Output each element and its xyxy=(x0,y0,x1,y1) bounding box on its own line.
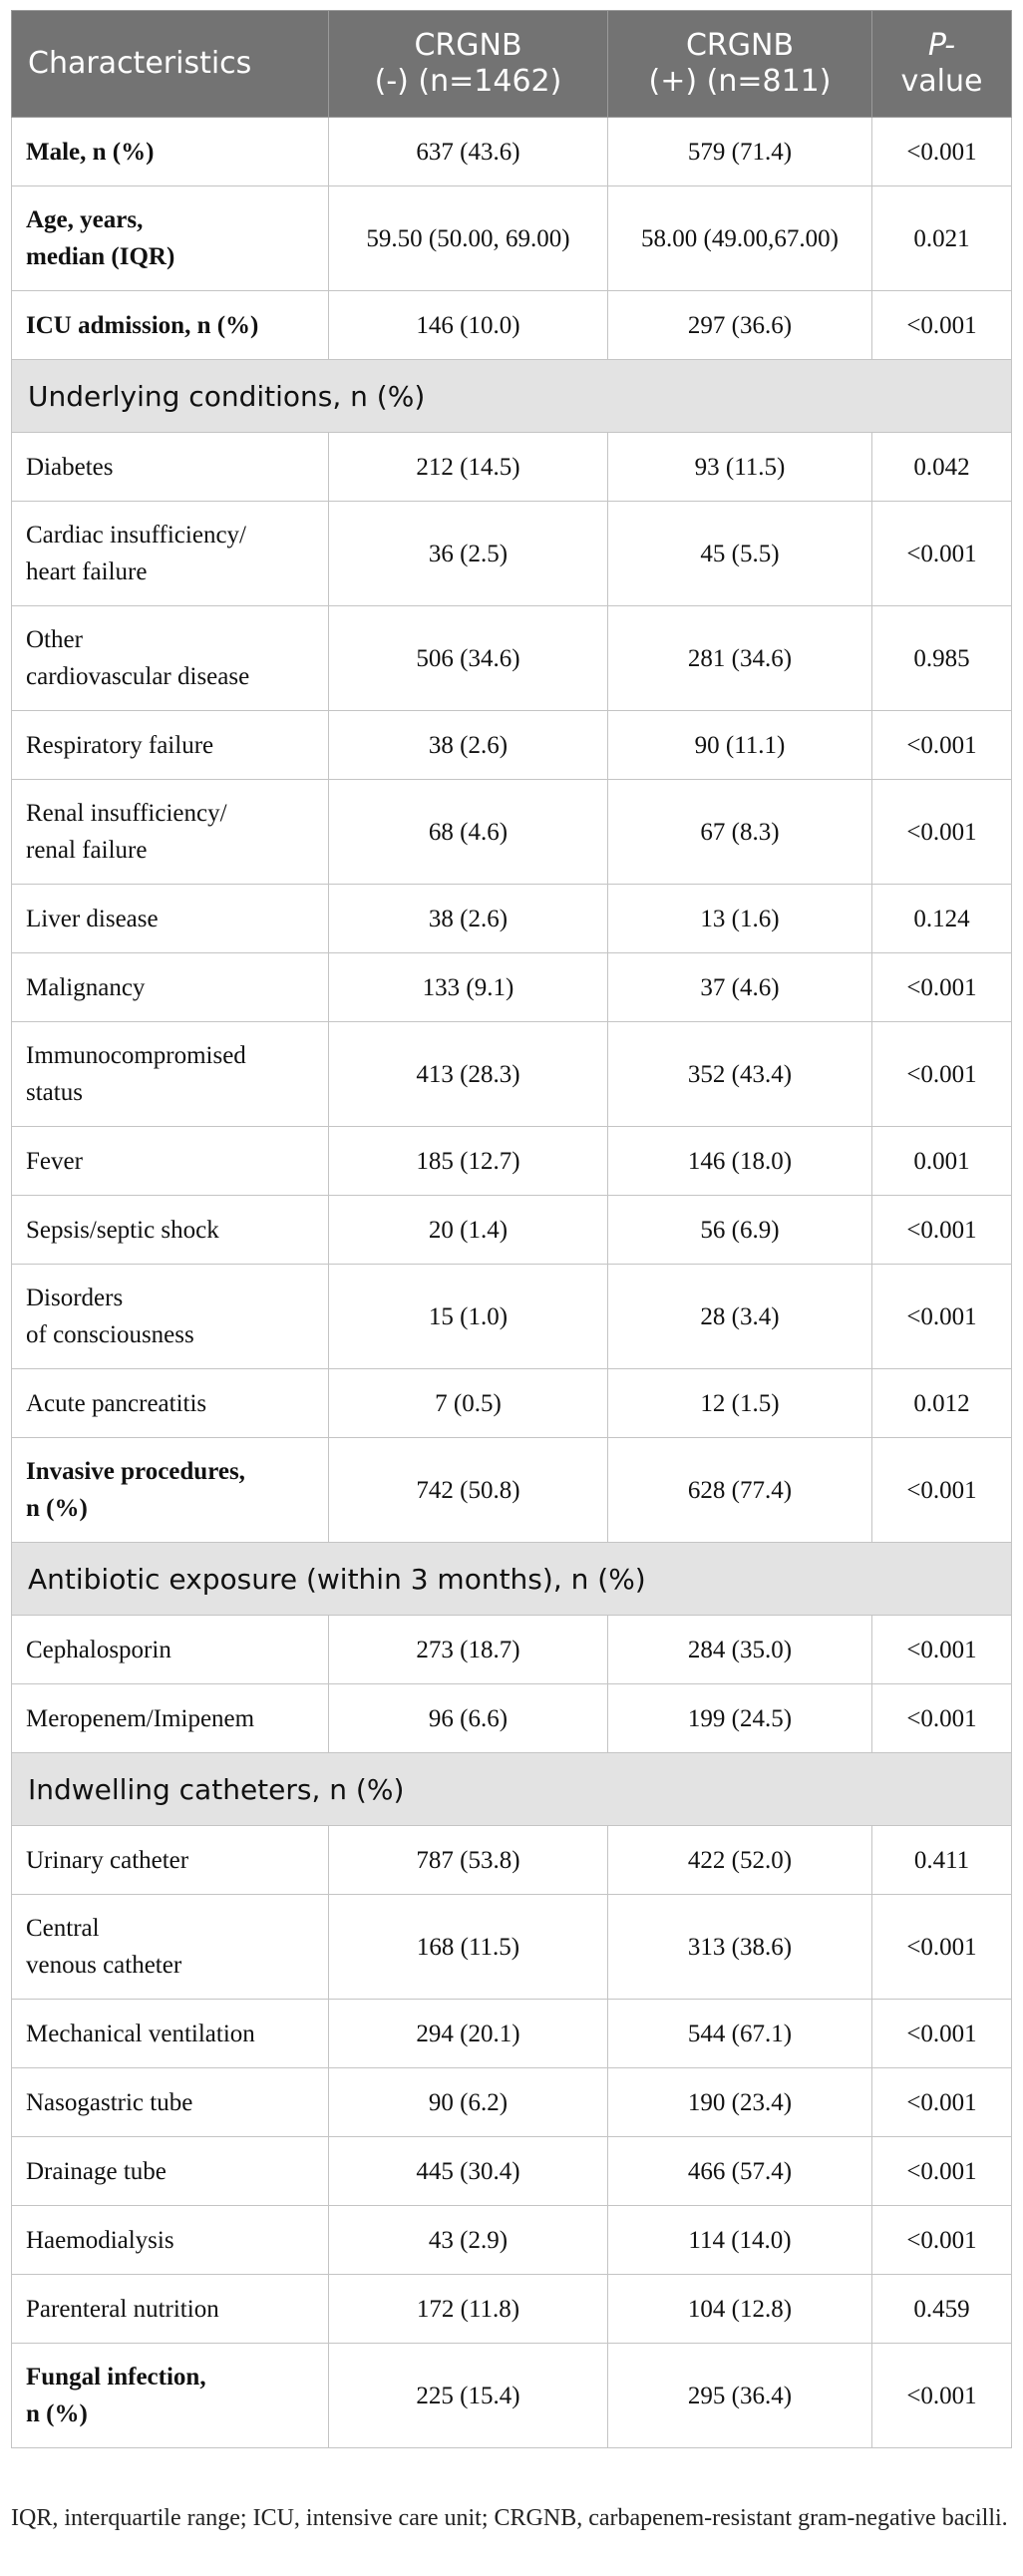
cell-crgnb-positive: 58.00 (49.00,67.00) xyxy=(608,186,872,291)
row-label: Age, years, median (IQR) xyxy=(12,186,329,291)
cell-p-value: 0.001 xyxy=(872,1127,1012,1196)
cell-crgnb-negative: 7 (0.5) xyxy=(329,1369,608,1438)
cell-crgnb-negative: 20 (1.4) xyxy=(329,1196,608,1265)
cell-crgnb-negative: 59.50 (50.00, 69.00) xyxy=(329,186,608,291)
row-label: Male, n (%) xyxy=(12,118,329,186)
header-crgnb-negative: CRGNB (-) (n=1462) xyxy=(329,11,608,118)
cell-p-value: 0.459 xyxy=(872,2275,1012,2344)
cell-crgnb-positive: 352 (43.4) xyxy=(608,1022,872,1127)
section-row xyxy=(12,1543,1012,1616)
cell-crgnb-positive: 295 (36.4) xyxy=(608,2344,872,2448)
cell-crgnb-negative: 273 (18.7) xyxy=(329,1616,608,1684)
cell-crgnb-negative: 787 (53.8) xyxy=(329,1826,608,1895)
table-row xyxy=(12,1369,1012,1438)
row-label: Respiratory failure xyxy=(12,711,329,780)
table-row xyxy=(12,433,1012,502)
cell-crgnb-positive: 93 (11.5) xyxy=(608,433,872,502)
row-label: Malignancy xyxy=(12,953,329,1022)
row-label: Parenteral nutrition xyxy=(12,2275,329,2344)
cell-crgnb-positive: 90 (11.1) xyxy=(608,711,872,780)
table-row xyxy=(12,780,1012,885)
table-container xyxy=(11,10,1011,2448)
row-label: ICU admission, n (%) xyxy=(12,291,329,360)
row-label: Disorders of consciousness xyxy=(12,1265,329,1369)
header-p-label: P- xyxy=(927,28,956,63)
table-row xyxy=(12,118,1012,186)
section-row xyxy=(12,1753,1012,1826)
table-row xyxy=(12,1022,1012,1127)
header-p-value-label: value xyxy=(900,64,983,99)
table-row xyxy=(12,885,1012,953)
table-footnote: IQR, interquartile range; ICU, intensive care unit; CRGNB, carbapenem-resistant gram-negative bacilli. xyxy=(11,2505,1008,2531)
characteristics-table xyxy=(11,10,1012,2448)
table-row xyxy=(12,2137,1012,2206)
cell-crgnb-positive: 466 (57.4) xyxy=(608,2137,872,2206)
cell-p-value: <0.001 xyxy=(872,2137,1012,2206)
table-row xyxy=(12,1438,1012,1543)
row-label: Drainage tube xyxy=(12,2137,329,2206)
cell-p-value: <0.001 xyxy=(872,1438,1012,1543)
row-label: Liver disease xyxy=(12,885,329,953)
cell-crgnb-negative: 96 (6.6) xyxy=(329,1684,608,1753)
table-row xyxy=(12,1616,1012,1684)
cell-p-value: <0.001 xyxy=(872,502,1012,606)
cell-p-value: <0.001 xyxy=(872,2206,1012,2275)
cell-crgnb-negative: 15 (1.0) xyxy=(329,1265,608,1369)
table-row xyxy=(12,1895,1012,2000)
table-row xyxy=(12,606,1012,711)
cell-p-value: <0.001 xyxy=(872,118,1012,186)
cell-p-value: <0.001 xyxy=(872,953,1012,1022)
row-label: Central venous catheter xyxy=(12,1895,329,2000)
row-label: Cephalosporin xyxy=(12,1616,329,1684)
cell-crgnb-negative: 172 (11.8) xyxy=(329,2275,608,2344)
cell-p-value: <0.001 xyxy=(872,711,1012,780)
cell-crgnb-negative: 36 (2.5) xyxy=(329,502,608,606)
row-label: Fungal infection, n (%) xyxy=(12,2344,329,2448)
table-row xyxy=(12,186,1012,291)
cell-crgnb-positive: 28 (3.4) xyxy=(608,1265,872,1369)
table-body xyxy=(12,118,1012,2448)
cell-p-value: 0.985 xyxy=(872,606,1012,711)
table-row xyxy=(12,1196,1012,1265)
table-row xyxy=(12,1684,1012,1753)
row-label: Haemodialysis xyxy=(12,2206,329,2275)
table-row xyxy=(12,1265,1012,1369)
section-heading: Indwelling catheters, n (%) xyxy=(12,1753,1012,1826)
cell-crgnb-positive: 146 (18.0) xyxy=(608,1127,872,1196)
cell-p-value: 0.042 xyxy=(872,433,1012,502)
table-row xyxy=(12,1127,1012,1196)
cell-crgnb-positive: 544 (67.1) xyxy=(608,2000,872,2068)
cell-p-value: <0.001 xyxy=(872,2344,1012,2448)
table-row xyxy=(12,291,1012,360)
cell-p-value: <0.001 xyxy=(872,1895,1012,2000)
table-row xyxy=(12,2344,1012,2448)
cell-crgnb-negative: 445 (30.4) xyxy=(329,2137,608,2206)
section-row xyxy=(12,360,1012,433)
row-label: Fever xyxy=(12,1127,329,1196)
cell-p-value: <0.001 xyxy=(872,1684,1012,1753)
cell-crgnb-positive: 114 (14.0) xyxy=(608,2206,872,2275)
row-label: Meropenem/Imipenem xyxy=(12,1684,329,1753)
cell-crgnb-positive: 13 (1.6) xyxy=(608,885,872,953)
table-row xyxy=(12,953,1012,1022)
cell-crgnb-negative: 413 (28.3) xyxy=(329,1022,608,1127)
cell-p-value: <0.001 xyxy=(872,1616,1012,1684)
row-label: Renal insufficiency/ renal failure xyxy=(12,780,329,885)
cell-crgnb-negative: 68 (4.6) xyxy=(329,780,608,885)
row-label: Invasive procedures, n (%) xyxy=(12,1438,329,1543)
table-row xyxy=(12,2000,1012,2068)
cell-crgnb-negative: 742 (50.8) xyxy=(329,1438,608,1543)
table-row xyxy=(12,2068,1012,2137)
table-row xyxy=(12,2206,1012,2275)
row-label: Sepsis/septic shock xyxy=(12,1196,329,1265)
cell-p-value: <0.001 xyxy=(872,1265,1012,1369)
row-label: Other cardiovascular disease xyxy=(12,606,329,711)
cell-crgnb-negative: 43 (2.9) xyxy=(329,2206,608,2275)
cell-p-value: 0.021 xyxy=(872,186,1012,291)
cell-p-value: <0.001 xyxy=(872,780,1012,885)
header-row xyxy=(12,11,1012,118)
cell-crgnb-negative: 637 (43.6) xyxy=(329,118,608,186)
row-label: Acute pancreatitis xyxy=(12,1369,329,1438)
table-row xyxy=(12,2275,1012,2344)
row-label: Nasogastric tube xyxy=(12,2068,329,2137)
table-row xyxy=(12,1826,1012,1895)
cell-crgnb-positive: 199 (24.5) xyxy=(608,1684,872,1753)
cell-crgnb-negative: 146 (10.0) xyxy=(329,291,608,360)
cell-p-value: 0.124 xyxy=(872,885,1012,953)
cell-crgnb-positive: 281 (34.6) xyxy=(608,606,872,711)
section-heading: Antibiotic exposure (within 3 months), n (%) xyxy=(12,1543,1012,1616)
cell-crgnb-positive: 104 (12.8) xyxy=(608,2275,872,2344)
cell-crgnb-negative: 168 (11.5) xyxy=(329,1895,608,2000)
cell-crgnb-positive: 37 (4.6) xyxy=(608,953,872,1022)
header-characteristics: Characteristics xyxy=(12,11,329,118)
cell-p-value: <0.001 xyxy=(872,1196,1012,1265)
row-label: Cardiac insufficiency/ heart failure xyxy=(12,502,329,606)
row-label: Immunocompromised status xyxy=(12,1022,329,1127)
cell-crgnb-positive: 422 (52.0) xyxy=(608,1826,872,1895)
cell-crgnb-positive: 56 (6.9) xyxy=(608,1196,872,1265)
cell-crgnb-negative: 294 (20.1) xyxy=(329,2000,608,2068)
cell-crgnb-negative: 133 (9.1) xyxy=(329,953,608,1022)
cell-crgnb-negative: 225 (15.4) xyxy=(329,2344,608,2448)
cell-p-value: <0.001 xyxy=(872,2068,1012,2137)
cell-crgnb-positive: 313 (38.6) xyxy=(608,1895,872,2000)
cell-p-value: <0.001 xyxy=(872,2000,1012,2068)
cell-crgnb-negative: 185 (12.7) xyxy=(329,1127,608,1196)
cell-p-value: <0.001 xyxy=(872,291,1012,360)
table-row xyxy=(12,711,1012,780)
cell-crgnb-negative: 506 (34.6) xyxy=(329,606,608,711)
cell-crgnb-negative: 212 (14.5) xyxy=(329,433,608,502)
cell-crgnb-positive: 284 (35.0) xyxy=(608,1616,872,1684)
cell-p-value: <0.001 xyxy=(872,1022,1012,1127)
cell-crgnb-positive: 190 (23.4) xyxy=(608,2068,872,2137)
section-heading: Underlying conditions, n (%) xyxy=(12,360,1012,433)
header-p-value xyxy=(872,11,1012,118)
header-crgnb-positive: CRGNB (+) (n=811) xyxy=(608,11,872,118)
row-label: Urinary catheter xyxy=(12,1826,329,1895)
cell-crgnb-negative: 38 (2.6) xyxy=(329,885,608,953)
cell-crgnb-positive: 45 (5.5) xyxy=(608,502,872,606)
cell-crgnb-positive: 628 (77.4) xyxy=(608,1438,872,1543)
cell-crgnb-positive: 12 (1.5) xyxy=(608,1369,872,1438)
row-label: Mechanical ventilation xyxy=(12,2000,329,2068)
table-header xyxy=(12,11,1012,118)
cell-crgnb-positive: 297 (36.6) xyxy=(608,291,872,360)
cell-p-value: 0.012 xyxy=(872,1369,1012,1438)
cell-crgnb-negative: 90 (6.2) xyxy=(329,2068,608,2137)
cell-crgnb-positive: 579 (71.4) xyxy=(608,118,872,186)
cell-crgnb-negative: 38 (2.6) xyxy=(329,711,608,780)
table-row xyxy=(12,502,1012,606)
row-label: Diabetes xyxy=(12,433,329,502)
cell-crgnb-positive: 67 (8.3) xyxy=(608,780,872,885)
cell-p-value: 0.411 xyxy=(872,1826,1012,1895)
